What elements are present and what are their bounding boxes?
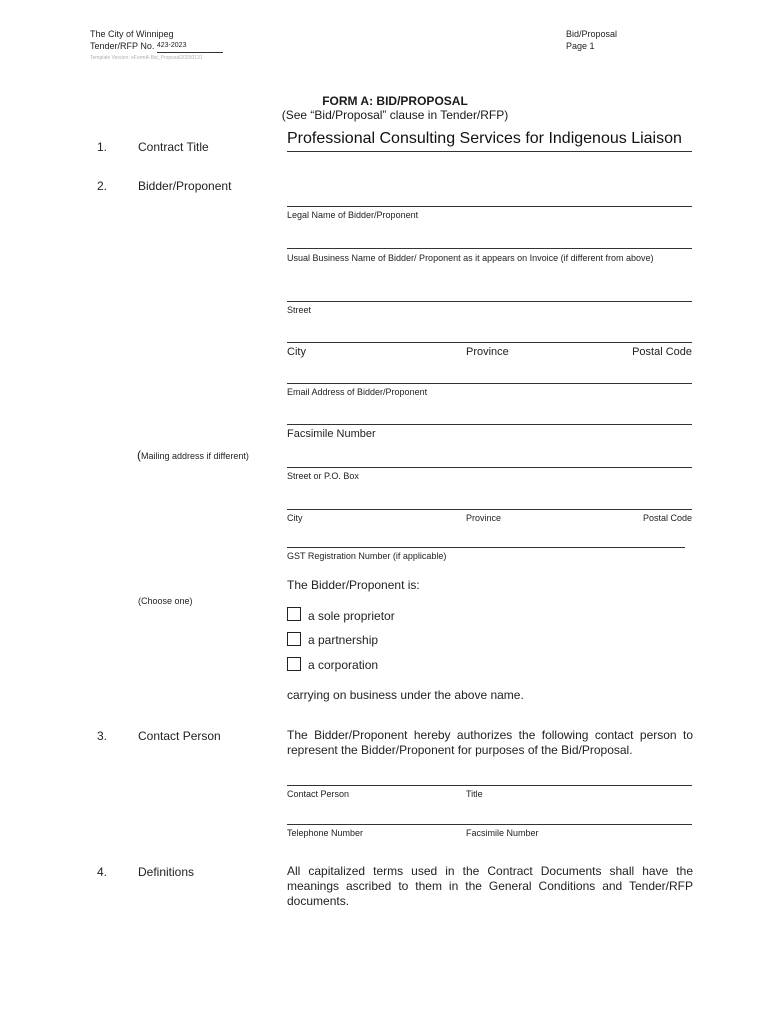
mailing-address-label: Mailing address if different) — [141, 451, 249, 461]
tender-number-line — [90, 40, 223, 53]
street-po-label: Street or P.O. Box — [287, 471, 359, 481]
email-line[interactable] — [287, 383, 692, 384]
template-version: Template Version: eFormA-Bid_Proposal20200131 — [90, 55, 203, 61]
email-label: Email Address of Bidder/Proponent — [287, 387, 428, 397]
section-3-number: 3. — [97, 729, 108, 743]
telephone-label: Telephone Number — [287, 828, 364, 838]
choose-one-label: (Choose one) — [138, 596, 193, 606]
section-2-label: Bidder/Proponent — [138, 179, 232, 193]
doc-type: Bid/Proposal — [566, 29, 618, 39]
form-title: FORM A: BID/PROPOSAL — [322, 94, 468, 108]
section-3-label: Contact Person — [138, 729, 221, 743]
city-name: The City of Winnipeg — [90, 29, 174, 39]
legal-name-line[interactable] — [287, 206, 692, 207]
contact-person-label: Contact Person — [287, 789, 350, 799]
section-1-number: 1. — [97, 140, 108, 154]
page-number: Page 1 — [566, 41, 595, 51]
contact-title-label: Title — [466, 789, 483, 799]
carrying-on-business-text: carrying on business under the above name. — [287, 688, 524, 702]
postal-code2-label: Postal Code — [642, 513, 692, 523]
partnership-checkbox[interactable] — [287, 632, 301, 646]
gst-line[interactable] — [287, 547, 685, 548]
corporation-label: a corporation — [308, 658, 379, 672]
telephone-line[interactable] — [287, 824, 692, 825]
tender-label: Tender/RFP No. — [90, 41, 155, 51]
usual-name-label: Usual Business Name of Bidder/ Proponent as it appears on Invoice (if different from above) — [287, 253, 654, 263]
street-line[interactable] — [287, 301, 692, 302]
city-line[interactable] — [287, 342, 692, 343]
tender-number: 423-2023 — [157, 40, 223, 53]
contact-fax-label: Facsimile Number — [466, 828, 539, 838]
bidder-is-label: The Bidder/Proponent is: — [287, 578, 420, 592]
contact-person-line[interactable] — [287, 785, 692, 786]
contact-authorization-text: The Bidder/Proponent hereby authorizes the following contact person to represent the Bidder/Proponent for purposes of the Bid/Proposal. — [287, 728, 693, 757]
contract-title-value: Professional Consulting Services for Indigenous Liaison — [287, 130, 682, 147]
section-1-label: Contract Title — [138, 140, 209, 154]
city2-line[interactable] — [287, 509, 692, 510]
section-2-number: 2. — [97, 179, 108, 193]
section-4-number: 4. — [97, 865, 108, 879]
province2-label: Province — [466, 513, 502, 523]
sole-proprietor-checkbox[interactable] — [287, 607, 301, 621]
definitions-text: All capitalized terms used in the Contract Documents shall have the meanings ascribed to them in the General Conditions and Tender/RFP documents. — [287, 864, 693, 908]
legal-name-label: Legal Name of Bidder/Proponent — [287, 210, 419, 220]
fax-line[interactable] — [287, 424, 692, 425]
usual-name-line[interactable] — [287, 248, 692, 249]
section-4-label: Definitions — [138, 865, 195, 879]
city2-label: City — [287, 513, 303, 523]
mailing-address-note — [137, 446, 249, 464]
partnership-label: a partnership — [308, 633, 379, 647]
street-po-line[interactable] — [287, 467, 692, 468]
contract-title-line — [287, 151, 692, 152]
sole-proprietor-label: a sole proprietor — [308, 609, 395, 623]
fax-label: Facsimile Number — [287, 428, 376, 440]
corporation-checkbox[interactable] — [287, 657, 301, 671]
form-subtitle: (See “Bid/Proposal” clause in Tender/RFP) — [281, 108, 509, 122]
postal-code-label: Postal Code — [632, 346, 692, 358]
city-label: City — [287, 346, 306, 358]
mailing-paren: ( — [137, 448, 141, 462]
province-label: Province — [466, 346, 509, 358]
street-label: Street — [287, 305, 312, 315]
gst-label: GST Registration Number (if applicable) — [287, 551, 447, 561]
